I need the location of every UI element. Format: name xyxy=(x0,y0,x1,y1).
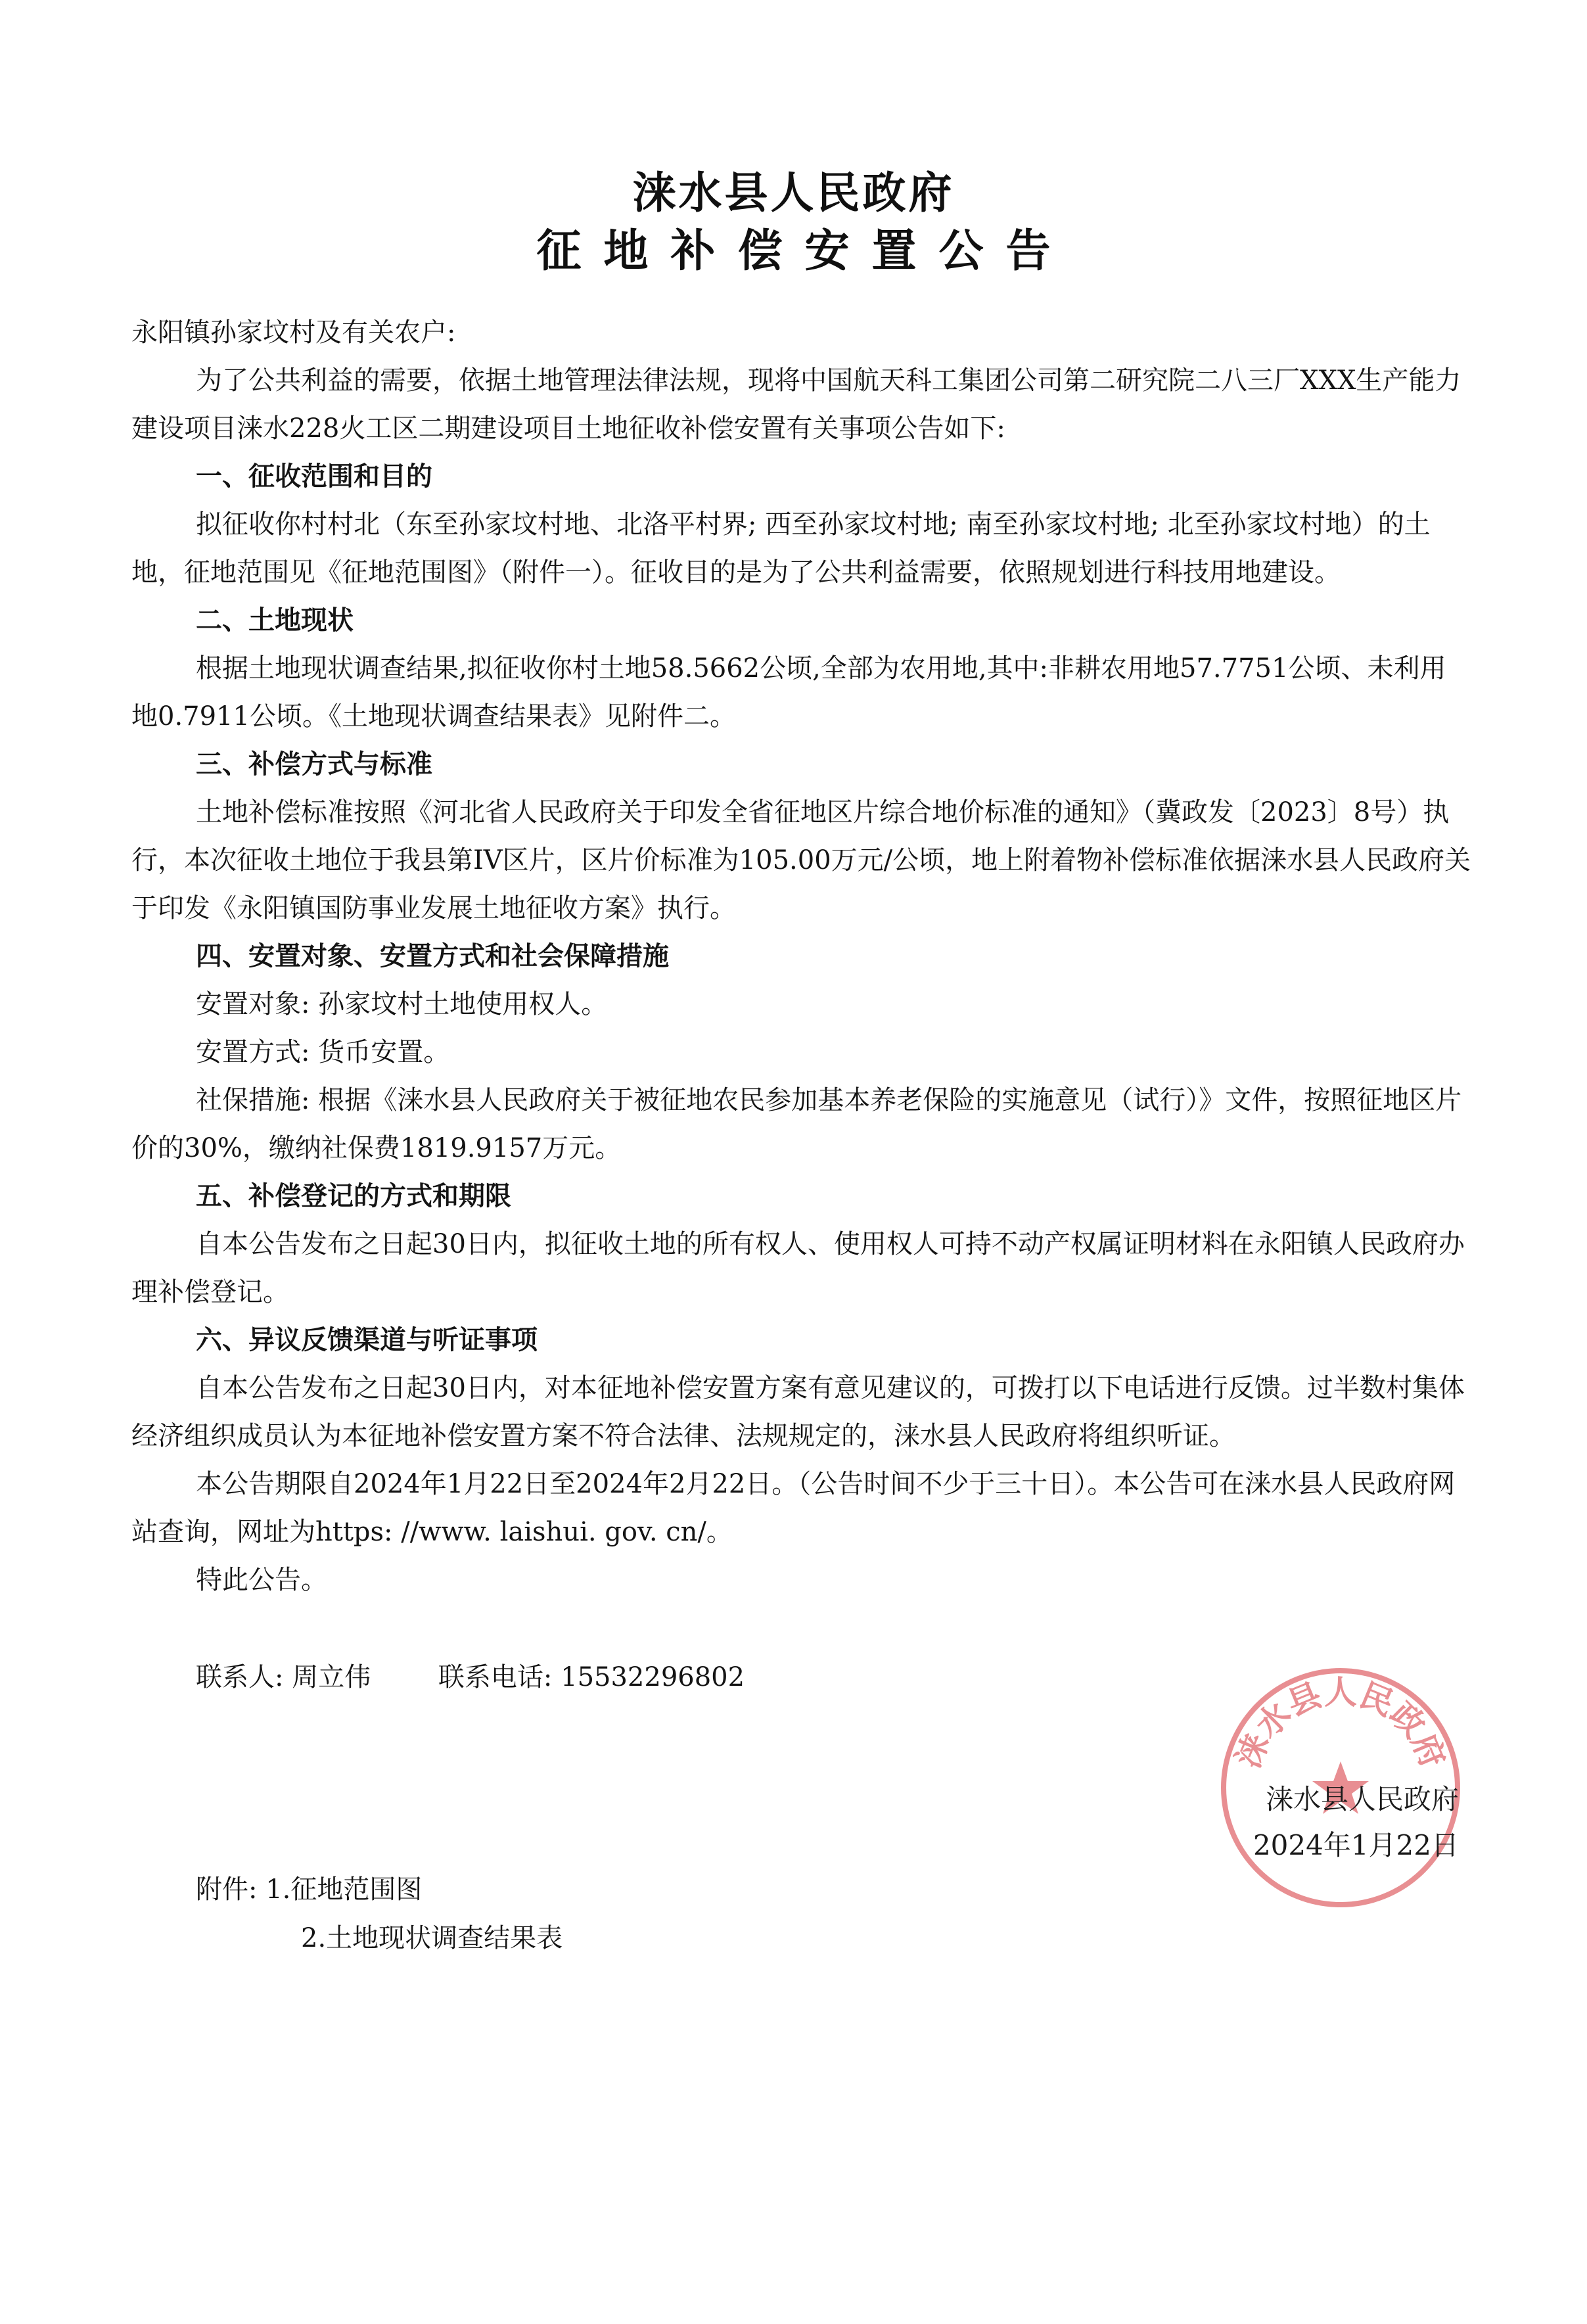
section-5-text: 自本公告发布之日起30日内，拟征收土地的所有权人、使用权人可持不动产权属证明材料在永阳镇人民政府办理补偿登记。 xyxy=(131,1229,1465,1307)
attachments xyxy=(196,1865,563,1963)
attachments-label: 附件: xyxy=(196,1874,258,1905)
section-4-heading: 四、安置对象、安置方式和社会保障措施 xyxy=(196,941,669,971)
contact-phone: 15532296802 xyxy=(561,1662,745,1692)
svg-text:涞水县人民政府: 涞水县人民政府 xyxy=(1228,1673,1453,1774)
section-2-text: 根据土地现状调查结果,拟征收你村土地58.5662公顷,全部为农用地,其中:非耕农用地57.7751公顷、未利用地0.7911公顷。《土地现状调查结果表》见附件二。 xyxy=(131,653,1446,732)
signing-organization: 涞水县人民政府 xyxy=(1265,1783,1459,1815)
attachment-1 xyxy=(196,1865,563,1914)
notice-title: 征地补偿安置公告 xyxy=(536,225,1073,277)
section-5-heading: 五、补偿登记的方式和期限 xyxy=(196,1181,511,1211)
placement-target: 安置对象: 孙家坟村土地使用权人。 xyxy=(196,989,608,1019)
notice-body xyxy=(131,309,1472,1604)
notice-period: 本公告期限自2024年1月22日至2024年2月22日。（公告时间不少于三十日）。本公告可在涞水县人民政府网站查询，网址为https: //www. laishui. gov. cn/。 xyxy=(131,1469,1456,1547)
section-3-text: 土地补偿标准按照《河北省人民政府关于印发全省征地区片综合地价标准的通知》（冀政发〔2023〕8号）执行，本次征收土地位于我县第IV区片，区片价标准为105.00万元/公顷，地上附着物补偿标准依据涞水县人民政府关于印发《永阳镇国防事业发展土地征收方案》执行。 xyxy=(131,797,1471,923)
intro-paragraph: 为了公共利益的需要，依据土地管理法律法规，现将中国航天科工集团公司第二研究院二八三厂XXX生产能力建设项目涞水228火工区二期建设项目土地征收补偿安置有关事项公告如下: xyxy=(131,365,1461,444)
closing-phrase: 特此公告。 xyxy=(196,1565,327,1595)
section-6-text: 自本公告发布之日起30日内，对本征地补偿安置方案有意见建议的，可拨打以下电话进行反馈。过半数村集体经济组织成员认为本征地补偿安置方案不符合法律、法规规定的，涞水县人民政府将组织听证。 xyxy=(131,1373,1465,1451)
section-1-heading: 一、征收范围和目的 xyxy=(196,461,432,492)
contact-phone-label: 联系电话: xyxy=(438,1662,553,1692)
section-3-heading: 三、补偿方式与标准 xyxy=(196,749,432,779)
attachment-item-2: 2.土地现状调查结果表 xyxy=(301,1923,563,1953)
addressee: 永阳镇孙家坟村及有关农户: xyxy=(131,317,456,348)
section-2-heading: 二、土地现状 xyxy=(196,605,354,636)
contact-person-label: 联系人: xyxy=(196,1662,284,1692)
social-security-measure: 社保措施: 根据《涞水县人民政府关于被征地农民参加基本养老保险的实施意见（试行）》文件，按照征地区片价的30%，缴纳社保费1819.9157万元。 xyxy=(131,1085,1462,1163)
section-1-text: 拟征收你村村北（东至孙家坟村地、北洛平村界; 西至孙家坟村地; 南至孙家坟村地; 北至孙家坟村地）的土地，征地范围见《征地范围图》（附件一）。征收目的是为了公共利益需要，依照规划进行科技用地建设。 xyxy=(131,509,1431,588)
contact-person: 周立伟 xyxy=(292,1662,371,1692)
section-6-heading: 六、异议反馈渠道与听证事项 xyxy=(196,1325,538,1355)
contact-info xyxy=(196,1656,745,1694)
placement-method: 安置方式: 货币安置。 xyxy=(196,1037,450,1067)
attachment-item-1: 1.征地范围图 xyxy=(265,1874,423,1905)
signing-date: 2024年1月22日 xyxy=(1253,1829,1459,1861)
issuer-title: 涞水县人民政府 xyxy=(632,168,955,218)
